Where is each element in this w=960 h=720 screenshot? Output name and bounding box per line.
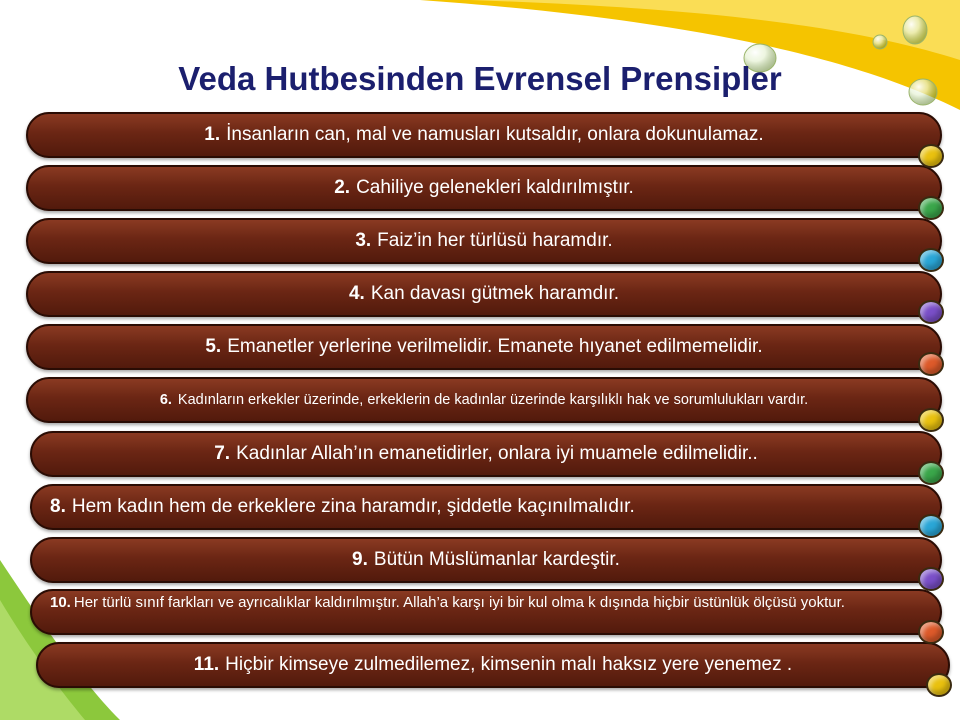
principle-number: 9. — [352, 549, 368, 570]
principle-item-3 — [26, 218, 942, 264]
principle-number: 5. — [205, 336, 222, 357]
water-drop-icon — [903, 16, 927, 44]
yellow-bullet-icon — [918, 144, 944, 168]
principle-item-10 — [30, 589, 942, 635]
principle-item-11 — [36, 642, 950, 688]
principle-text: Kadınların erkekler üzerinde, erkeklerin de kadınlar üzerinde karşılıklı hak ve sorumlulukları vardır. — [177, 392, 809, 408]
principle-text: Faiz’in her türlüsü haramdır. — [377, 230, 613, 251]
principle-text: Hiçbir kimseye zulmedilemez, kimsenin malı haksız yere yenemez . — [225, 654, 793, 675]
principle-text: Hem kadın hem de erkeklere zina haramdır, şiddetle kaçınılmalıdır. — [71, 496, 635, 517]
principle-text: Bütün Müslümanlar kardeştir. — [373, 549, 620, 570]
principle-item-5 — [26, 324, 942, 370]
page-title: Veda Hutbesinden Evrensel Prensipler — [178, 60, 782, 97]
principle-number: 11. — [193, 654, 220, 675]
blue-bullet-icon — [918, 248, 944, 272]
principle-block — [50, 593, 845, 612]
orange-bullet-icon — [918, 620, 944, 644]
green-bullet-icon — [918, 196, 944, 220]
principle-item-7 — [30, 431, 942, 477]
principle-number: 4. — [348, 283, 365, 304]
principle-text: Emanetler yerlerine verilmelidir. Emanete hıyanet edilmemelidir. — [227, 336, 763, 357]
yellow-bullet-icon — [926, 673, 952, 697]
yellow-bullet-icon — [918, 408, 944, 432]
principle-number: 7. — [214, 443, 231, 464]
purple-bullet-icon — [918, 300, 944, 324]
principle-item-6 — [26, 377, 942, 423]
principle-number: 8. — [50, 496, 66, 517]
principle-item-4 — [26, 271, 942, 317]
principle-text: Her türlü sınıf farkları ve ayrıcalıklar kaldırılmıştır. Allah’a karşı iyi bir kul olma k dışında hiçbir üstünlük ölçüsü yoktur. — [73, 594, 845, 611]
purple-bullet-icon — [918, 567, 944, 591]
principle-text: Kan davası gütmek haramdır. — [370, 283, 620, 304]
principle-text: Kadınlar Allah’ın emanetidirler, onlara iyi muamele edilmelidir.. — [236, 443, 758, 464]
blue-bullet-icon — [918, 514, 944, 538]
principle-number: 2. — [334, 177, 351, 198]
principle-item-9 — [30, 537, 942, 583]
principle-item-1 — [26, 112, 942, 158]
principle-text: İnsanların can, mal ve namusları kutsaldır, onlara dokunulamaz. — [226, 124, 764, 145]
water-drop-icon — [873, 35, 887, 49]
principle-item-8 — [30, 484, 942, 530]
principle-number: 10. — [50, 594, 71, 611]
principle-text: Cahiliye gelenekleri kaldırılmıştır. — [356, 177, 634, 198]
green-bullet-icon — [918, 461, 944, 485]
principle-item-2 — [26, 165, 942, 211]
principle-number: 3. — [355, 230, 372, 251]
principle-number: 1. — [204, 124, 221, 145]
orange-bullet-icon — [918, 352, 944, 376]
principle-number: 6. — [159, 392, 172, 408]
